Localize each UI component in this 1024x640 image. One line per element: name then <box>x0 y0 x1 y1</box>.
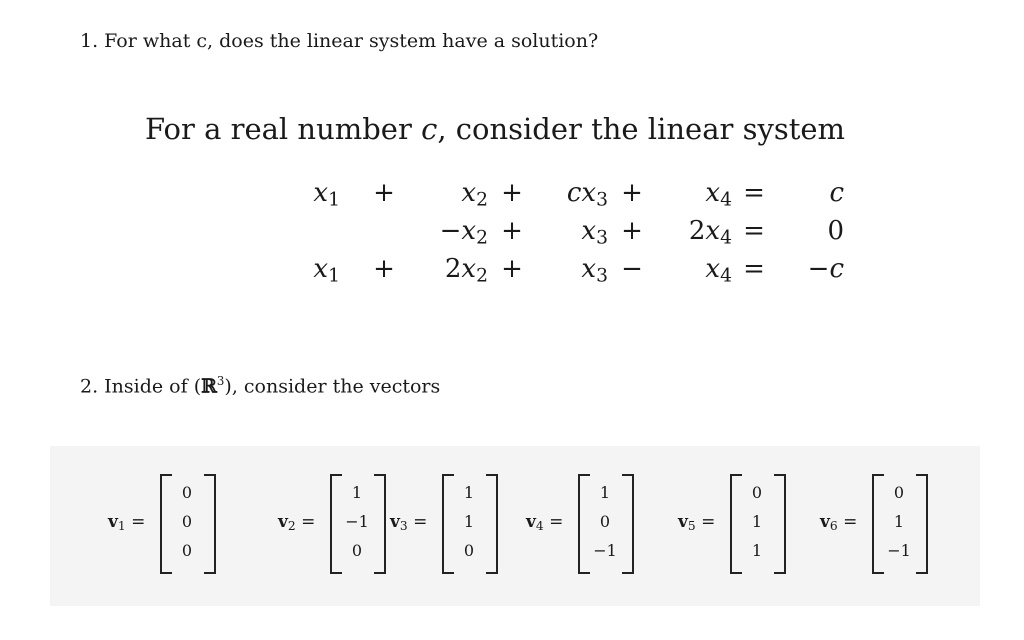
equals-sign: = <box>743 216 765 246</box>
vector-entry: 1 <box>751 541 763 560</box>
vector-entry: −1 <box>593 541 617 560</box>
equation-term: $x_3$ <box>581 254 608 287</box>
vector-entry: 0 <box>599 512 611 531</box>
q2-prefix: 2. Inside of ( <box>80 375 202 398</box>
vector-label: $v_4$ = <box>526 512 564 534</box>
vector-v5 <box>678 472 828 578</box>
vector-entry: 0 <box>893 483 905 502</box>
vector-v6 <box>820 472 970 578</box>
vector-entry: 0 <box>181 483 193 502</box>
equation-term: $-x_2$ <box>439 216 488 249</box>
question-1-title: 1. For what c, does the linear system have a solution? <box>80 30 599 52</box>
equation-term: $x_1$ <box>313 254 340 287</box>
vectors-panel <box>50 446 980 606</box>
vector-entry: 0 <box>181 541 193 560</box>
equation-rhs: 0 <box>827 216 844 246</box>
q2-exponent: 3 <box>216 374 225 388</box>
vector-entries <box>170 478 204 565</box>
equation-term: $x_1$ <box>313 178 340 211</box>
vector-entries <box>452 478 486 565</box>
vector-v3 <box>390 472 540 578</box>
vector-label: $v_6$ = <box>820 512 858 534</box>
equation-term: $2x_2$ <box>444 254 488 287</box>
intro-variable: c <box>421 112 438 146</box>
vector-entry: 1 <box>351 483 363 502</box>
vector-entry: −1 <box>887 541 911 560</box>
equation-term: $x_3$ <box>581 216 608 249</box>
vector-label: $v_3$ = <box>390 512 428 534</box>
vector-entry: 1 <box>751 512 763 531</box>
vector-entry: 0 <box>181 512 193 531</box>
vector-entry: 0 <box>351 541 363 560</box>
equation-term: $2x_4$ <box>688 216 732 249</box>
vector-entries <box>588 478 622 565</box>
vector-entry: 0 <box>463 541 475 560</box>
right-bracket <box>374 474 386 574</box>
equation-rhs: −c <box>807 254 844 284</box>
right-bracket <box>916 474 928 574</box>
vector-label: $v_5$ = <box>678 512 716 534</box>
operator: + <box>373 254 395 284</box>
equals-sign: = <box>743 178 765 208</box>
equation-rhs: c <box>829 178 844 208</box>
vector-entries <box>882 478 916 565</box>
vector-entries <box>340 478 374 565</box>
vector-entry: 1 <box>463 483 475 502</box>
vector-entry: 0 <box>751 483 763 502</box>
operator: + <box>373 178 395 208</box>
right-bracket <box>486 474 498 574</box>
q2-suffix: ), consider the vectors <box>224 375 441 398</box>
vector-entry: 1 <box>463 512 475 531</box>
system-intro <box>145 112 845 146</box>
vector-entries <box>740 478 774 565</box>
vector-v1 <box>108 472 258 578</box>
vector-entry: 1 <box>893 512 905 531</box>
operator: + <box>501 216 523 246</box>
operator: + <box>621 216 643 246</box>
question-2-title <box>80 374 440 397</box>
operator: + <box>621 178 643 208</box>
equation-term: $x_4$ <box>705 178 732 211</box>
equation-term: $x_4$ <box>705 254 732 287</box>
operator: + <box>501 254 523 284</box>
right-bracket <box>204 474 216 574</box>
equation-term: $cx_3$ <box>566 178 608 211</box>
right-bracket <box>774 474 786 574</box>
vector-label: $v_2$ = <box>278 512 316 534</box>
vector-label: $v_1$ = <box>108 512 146 534</box>
intro-prefix: For a real number <box>145 112 422 146</box>
operator: − <box>621 254 643 284</box>
equation-term: $x_2$ <box>461 178 488 211</box>
equals-sign: = <box>743 254 765 284</box>
vector-entry: −1 <box>345 512 369 531</box>
operator: + <box>501 178 523 208</box>
vector-entry: 1 <box>599 483 611 502</box>
right-bracket <box>622 474 634 574</box>
q2-space-symbol: ℝ <box>201 375 217 398</box>
intro-suffix: , consider the linear system <box>437 112 846 146</box>
vector-v4 <box>526 472 676 578</box>
